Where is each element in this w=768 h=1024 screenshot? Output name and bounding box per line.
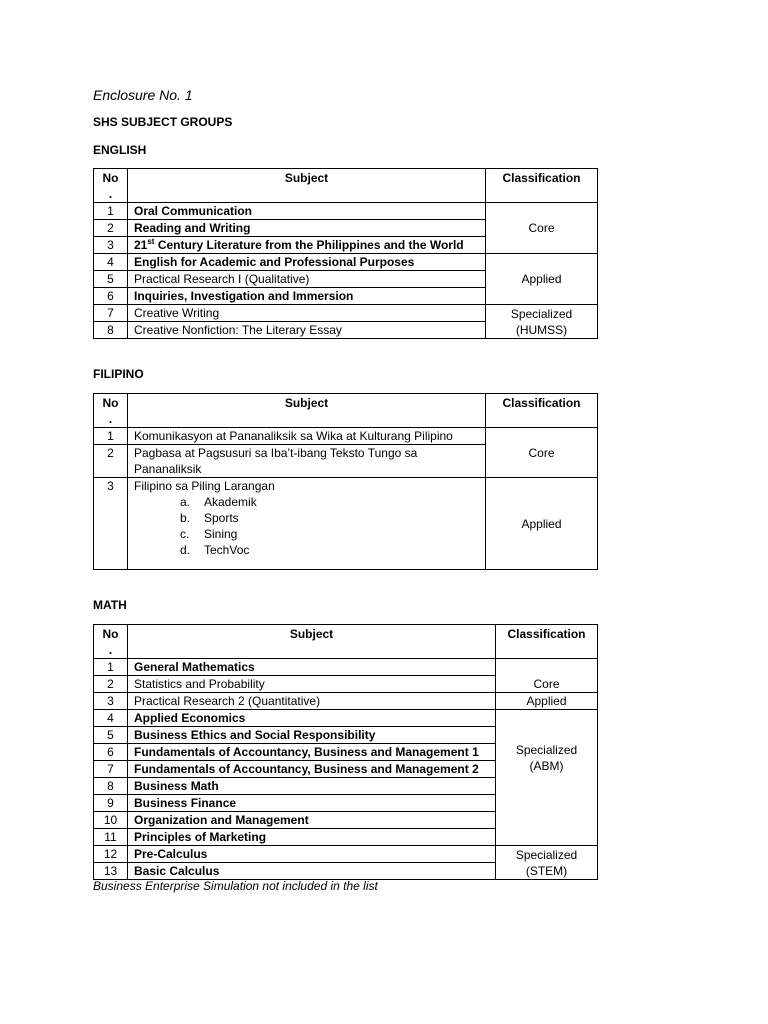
table-row: 9 Business Finance [94, 795, 598, 812]
footnote: Business Enterprise Simulation not included in the list [93, 879, 378, 893]
table-row: 10 Organization and Management [94, 812, 598, 829]
english-table [93, 168, 598, 339]
table-row: 8 Business Math [94, 778, 598, 795]
table-row: 6 Fundamentals of Accountancy, Business and Management 1 [94, 744, 598, 761]
header-subject: Subject [128, 625, 496, 659]
table-row: 5 Business Ethics and Social Responsibility [94, 727, 598, 744]
table-row: 4 Applied Economics Specialized (ABM) [94, 710, 598, 727]
table-row: 12 Pre-Calculus Specialized (STEM) [94, 846, 598, 863]
table-row: 1 Oral Communication Core [94, 203, 598, 220]
classification-cell: Specialized (ABM) [496, 710, 598, 846]
table-row: 7 Fundamentals of Accountancy, Business and Management 2 [94, 761, 598, 778]
table-row: 2 Reading and Writing [94, 220, 598, 237]
enclosure-label: Enclosure No. 1 [93, 87, 193, 103]
table-row: 11 Principles of Marketing [94, 829, 598, 846]
header-no: No . [94, 625, 128, 659]
sub-list [134, 494, 479, 558]
filipino-table [93, 393, 598, 570]
list-item: a. Akademik [180, 495, 257, 509]
classification-cell: Specialized (STEM) [496, 846, 598, 880]
list-item: d. TechVoc [180, 543, 250, 557]
header-subject: Subject [128, 169, 486, 203]
table-row: 3 21st Century Literature from the Philippines and the World [94, 237, 598, 254]
english-heading: ENGLISH [93, 143, 147, 157]
table-row: 1 Komunikasyon at Pananaliksik sa Wika at Kulturang Pilipino Core [94, 428, 598, 445]
list-item: c. Sining [180, 527, 238, 541]
classification-cell: Core [486, 428, 598, 478]
table-row: 3 Practical Research 2 (Quantitative) Applied [94, 693, 598, 710]
classification-cell: Core [486, 203, 598, 254]
header-subject: Subject [128, 394, 486, 428]
list-item: b. Sports [180, 511, 239, 525]
header-no: No . [94, 169, 128, 203]
math-heading: MATH [93, 598, 127, 612]
table-row: 3 Filipino sa Piling Larangan a. Akademik b. Sports c. Sining d. TechVoc Applied [94, 478, 598, 570]
table-row: 6 Inquiries, Investigation and Immersion [94, 288, 598, 305]
document-title: SHS SUBJECT GROUPS [93, 115, 233, 129]
table-row: 1 General Mathematics Core [94, 659, 598, 676]
table-row: 4 English for Academic and Professional Purposes Applied [94, 254, 598, 271]
classification-cell: Specialized (HUMSS) [486, 305, 598, 339]
subject-label: Filipino sa Piling Larangan [134, 479, 275, 493]
classification-cell: Core [496, 659, 598, 693]
table-row: 13 Basic Calculus [94, 863, 598, 880]
filipino-heading: FILIPINO [93, 367, 144, 381]
table-row: 2 Pagbasa at Pagsusuri sa Iba’t-ibang Teksto Tungo sa Pananaliksik [94, 445, 598, 478]
table-row: 7 Creative Writing Specialized (HUMSS) [94, 305, 598, 322]
classification-cell: Applied [486, 254, 598, 305]
header-classification: Classification [486, 169, 598, 203]
table-row: 8 Creative Nonfiction: The Literary Essay [94, 322, 598, 339]
math-table [93, 624, 598, 880]
header-classification: Classification [486, 394, 598, 428]
header-no: No . [94, 394, 128, 428]
table-row: 2 Statistics and Probability [94, 676, 598, 693]
table-row: 5 Practical Research I (Qualitative) [94, 271, 598, 288]
classification-cell: Applied [496, 693, 598, 710]
header-classification: Classification [496, 625, 598, 659]
classification-cell: Applied [486, 478, 598, 570]
